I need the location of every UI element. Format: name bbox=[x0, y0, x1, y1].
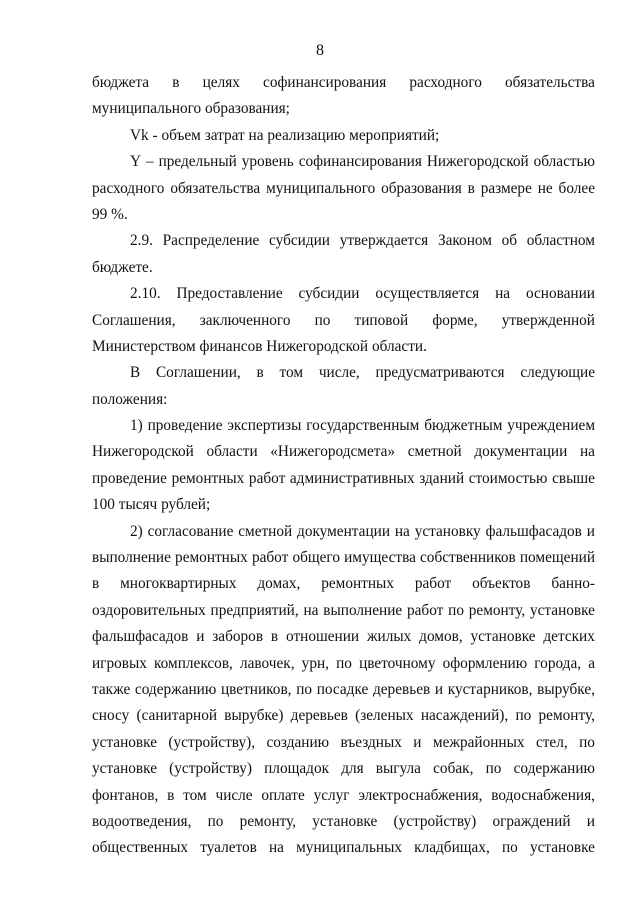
word: помещений bbox=[519, 549, 595, 567]
word: документации bbox=[297, 522, 391, 540]
word: установке bbox=[92, 733, 157, 751]
word: согласование bbox=[147, 522, 234, 540]
word: детских bbox=[543, 628, 595, 646]
word: насаждений), bbox=[420, 707, 509, 725]
word: ограждений bbox=[492, 812, 571, 830]
word: установке bbox=[470, 628, 536, 646]
text-line bbox=[92, 281, 595, 307]
word: заборов bbox=[212, 628, 264, 646]
word: оздоровительных bbox=[92, 601, 206, 619]
word: вырубке) bbox=[224, 707, 284, 725]
word: по bbox=[448, 601, 464, 619]
word: том bbox=[279, 364, 304, 382]
text-line bbox=[92, 413, 595, 439]
word: сносу bbox=[92, 707, 130, 725]
word: комплексов, bbox=[154, 654, 233, 672]
word: на bbox=[394, 522, 410, 540]
word: работ bbox=[406, 601, 444, 619]
text-line bbox=[92, 703, 595, 729]
word: (устройству), bbox=[168, 733, 256, 751]
word: размере bbox=[480, 179, 532, 197]
word: урн, bbox=[301, 654, 329, 672]
word: муниципальных bbox=[296, 839, 403, 857]
word: установке bbox=[529, 601, 595, 619]
word: на bbox=[303, 601, 319, 619]
word: заключенного bbox=[199, 311, 291, 329]
word: проведение bbox=[92, 469, 167, 487]
word: основании bbox=[525, 285, 595, 303]
word: посадке bbox=[316, 680, 369, 698]
word: муниципального bbox=[266, 179, 376, 197]
text-line bbox=[92, 360, 595, 386]
word: ремонту, bbox=[538, 707, 595, 725]
word: содержанию bbox=[134, 680, 217, 698]
word: собак, bbox=[433, 760, 474, 778]
word: целях bbox=[202, 74, 240, 91]
word: площадок bbox=[264, 760, 330, 778]
word: субсидии bbox=[269, 232, 330, 250]
word: установке bbox=[529, 839, 595, 857]
word: 1) bbox=[130, 417, 143, 435]
word: более bbox=[558, 179, 595, 197]
word: установку bbox=[414, 522, 481, 540]
word: не bbox=[537, 179, 553, 197]
word: водоснабжения, bbox=[491, 786, 595, 804]
word: В bbox=[130, 364, 141, 382]
text-line: муниципального образования; bbox=[92, 100, 290, 118]
word: банно- bbox=[551, 575, 595, 593]
word: стоимостью bbox=[468, 469, 548, 487]
word: водоотведения, bbox=[92, 812, 192, 830]
text-line bbox=[92, 598, 595, 624]
text-line bbox=[92, 308, 595, 334]
word: по bbox=[336, 654, 352, 672]
word: созданию bbox=[266, 733, 330, 751]
text-line bbox=[92, 545, 595, 571]
word: административных bbox=[289, 469, 415, 487]
word: ремонтных bbox=[321, 575, 394, 593]
word: межрайонных bbox=[432, 733, 525, 751]
word: Нижегородской bbox=[426, 153, 529, 171]
word: предусматриваются bbox=[375, 364, 505, 382]
word: цветочному bbox=[359, 654, 436, 672]
word: бюджета bbox=[92, 74, 150, 91]
word: следующие bbox=[520, 364, 595, 382]
word: фальшфасадов bbox=[485, 522, 582, 540]
word: обязательства bbox=[170, 179, 261, 197]
word: также bbox=[92, 680, 131, 698]
word: фальшфасадов bbox=[92, 628, 189, 646]
word: в bbox=[172, 74, 180, 91]
word: многоквартирных bbox=[120, 575, 237, 593]
word: установке bbox=[92, 760, 157, 778]
word: предельный bbox=[158, 153, 237, 171]
word: документации bbox=[474, 443, 568, 461]
text-line bbox=[92, 651, 595, 677]
text-line bbox=[92, 149, 595, 175]
word: оплате bbox=[261, 786, 305, 804]
word: услуг bbox=[313, 786, 350, 804]
word: жилых bbox=[366, 628, 412, 646]
word: Предоставление bbox=[176, 285, 283, 303]
word: оформлению bbox=[442, 654, 528, 672]
word: и bbox=[586, 522, 595, 540]
word: 2) bbox=[130, 522, 143, 540]
word: 2.9. bbox=[130, 232, 153, 250]
word: вырубке, bbox=[537, 680, 595, 698]
word: (санитарной bbox=[136, 707, 218, 725]
word: по bbox=[579, 733, 595, 751]
text-line bbox=[92, 466, 595, 492]
word: лавочек, bbox=[240, 654, 295, 672]
word: государственным bbox=[306, 417, 420, 435]
word: ремонту, bbox=[239, 812, 297, 830]
word: выгула bbox=[375, 760, 421, 778]
word: «Нижегородсмета» bbox=[270, 443, 396, 461]
word: по bbox=[515, 707, 532, 725]
word: утверждается bbox=[339, 232, 429, 250]
word: выполнение bbox=[92, 549, 171, 567]
word: фонтанов, bbox=[92, 786, 159, 804]
word: Нижегородской bbox=[92, 443, 194, 461]
word: областном bbox=[526, 232, 595, 250]
word: субсидии bbox=[298, 285, 360, 303]
text-line bbox=[92, 809, 595, 835]
word: Соглашении, bbox=[155, 364, 241, 382]
word: экспертизы bbox=[227, 417, 302, 435]
text-line: 100 тысяч рублей; bbox=[92, 496, 211, 514]
word: ремонту, bbox=[468, 601, 526, 619]
word: по bbox=[296, 680, 313, 698]
word: ремонтных bbox=[175, 549, 248, 567]
word: 2.10. bbox=[130, 285, 161, 303]
word: для bbox=[341, 760, 364, 778]
word: в bbox=[256, 364, 264, 382]
text-line: бюджете. bbox=[92, 258, 153, 276]
word: в bbox=[270, 628, 279, 646]
word: туалетов bbox=[200, 839, 257, 857]
word: софинансирования bbox=[263, 74, 387, 91]
word: типовой bbox=[354, 311, 409, 329]
word: Законом bbox=[437, 232, 492, 250]
text-line bbox=[92, 677, 595, 703]
text-line: положения: bbox=[92, 390, 168, 408]
word: обязательства bbox=[505, 74, 595, 91]
text-line bbox=[92, 835, 595, 861]
word: образования bbox=[381, 179, 462, 197]
word: объектов bbox=[472, 575, 531, 593]
word: по bbox=[207, 812, 224, 830]
word: и bbox=[413, 733, 422, 751]
word: домах, bbox=[257, 575, 301, 593]
word: электроснабжения, bbox=[358, 786, 483, 804]
word: софинансирования bbox=[298, 153, 422, 171]
word: и bbox=[196, 628, 205, 646]
word: игровых bbox=[92, 654, 147, 672]
word: Соглашения, bbox=[92, 311, 176, 329]
word: общественных bbox=[92, 839, 189, 857]
word: форме, bbox=[432, 311, 478, 329]
word: свыше bbox=[552, 469, 595, 487]
text-line bbox=[92, 439, 595, 465]
word: Распределение bbox=[162, 232, 260, 250]
word: расходного bbox=[92, 179, 165, 197]
text-line bbox=[92, 783, 595, 809]
word: деревьев bbox=[290, 707, 348, 725]
word: сметной bbox=[238, 522, 293, 540]
word: утвержденной bbox=[501, 311, 595, 329]
word: (устройству) bbox=[393, 812, 477, 830]
word: содержанию bbox=[513, 760, 595, 778]
word: уровень bbox=[241, 153, 294, 171]
word: в bbox=[467, 179, 475, 197]
word: сметной bbox=[407, 443, 462, 461]
word: ремонтных bbox=[171, 469, 245, 487]
word: города, bbox=[534, 654, 582, 672]
word: на bbox=[579, 443, 595, 461]
word: и bbox=[586, 812, 595, 830]
word: по bbox=[485, 760, 502, 778]
word: (устройству) bbox=[169, 760, 252, 778]
text-line bbox=[92, 70, 595, 96]
text-line bbox=[92, 756, 595, 782]
word: деревьев bbox=[372, 680, 431, 698]
word: (зеленых bbox=[355, 707, 414, 725]
word: цветников, bbox=[220, 680, 292, 698]
word: числе, bbox=[318, 364, 360, 382]
word: установке bbox=[312, 812, 378, 830]
text-line: 99 %. bbox=[92, 205, 128, 223]
text-line bbox=[92, 519, 595, 545]
word: осуществляется bbox=[375, 285, 480, 303]
word: кладбищах, bbox=[414, 839, 490, 857]
word: предприятий, bbox=[210, 601, 299, 619]
word: въездных bbox=[340, 733, 402, 751]
word: области bbox=[206, 443, 258, 461]
word: учреждением bbox=[507, 417, 595, 435]
word: в bbox=[167, 786, 175, 804]
word: по bbox=[314, 311, 331, 329]
word: расходного bbox=[409, 74, 482, 91]
word: работ bbox=[414, 575, 452, 593]
document-body bbox=[92, 70, 595, 862]
word: том bbox=[183, 786, 207, 804]
word: об bbox=[501, 232, 518, 250]
word: кустарников, bbox=[447, 680, 533, 698]
word: областью bbox=[533, 153, 595, 171]
word: собственников bbox=[420, 549, 516, 567]
text-line: Vk - объем затрат на реализацию мероприятий; bbox=[130, 126, 440, 144]
text-line: Министерством финансов Нижегородской области. bbox=[92, 337, 427, 355]
word: отношении bbox=[286, 628, 360, 646]
text-line bbox=[92, 730, 595, 756]
word: и bbox=[434, 680, 444, 698]
text-line bbox=[92, 571, 595, 597]
word: числе bbox=[215, 786, 253, 804]
text-line bbox=[92, 176, 595, 202]
word: имущества bbox=[344, 549, 416, 567]
word: проведение bbox=[147, 417, 223, 435]
word: стел, bbox=[535, 733, 568, 751]
word: на bbox=[495, 285, 511, 303]
text-line bbox=[92, 228, 595, 254]
word: домов, bbox=[419, 628, 463, 646]
word: зданий bbox=[419, 469, 465, 487]
word: – bbox=[145, 153, 154, 171]
word: в bbox=[92, 575, 100, 593]
word: общего bbox=[292, 549, 340, 567]
page-number: 8 bbox=[316, 42, 324, 59]
word: на bbox=[269, 839, 284, 857]
word: а bbox=[588, 654, 595, 672]
text-line bbox=[92, 624, 595, 650]
word: по bbox=[501, 839, 518, 857]
word: бюджетным bbox=[424, 417, 503, 435]
word: работ bbox=[251, 549, 289, 567]
word: работ bbox=[248, 469, 286, 487]
word: Y bbox=[130, 153, 142, 171]
word: выполнение bbox=[323, 601, 403, 619]
